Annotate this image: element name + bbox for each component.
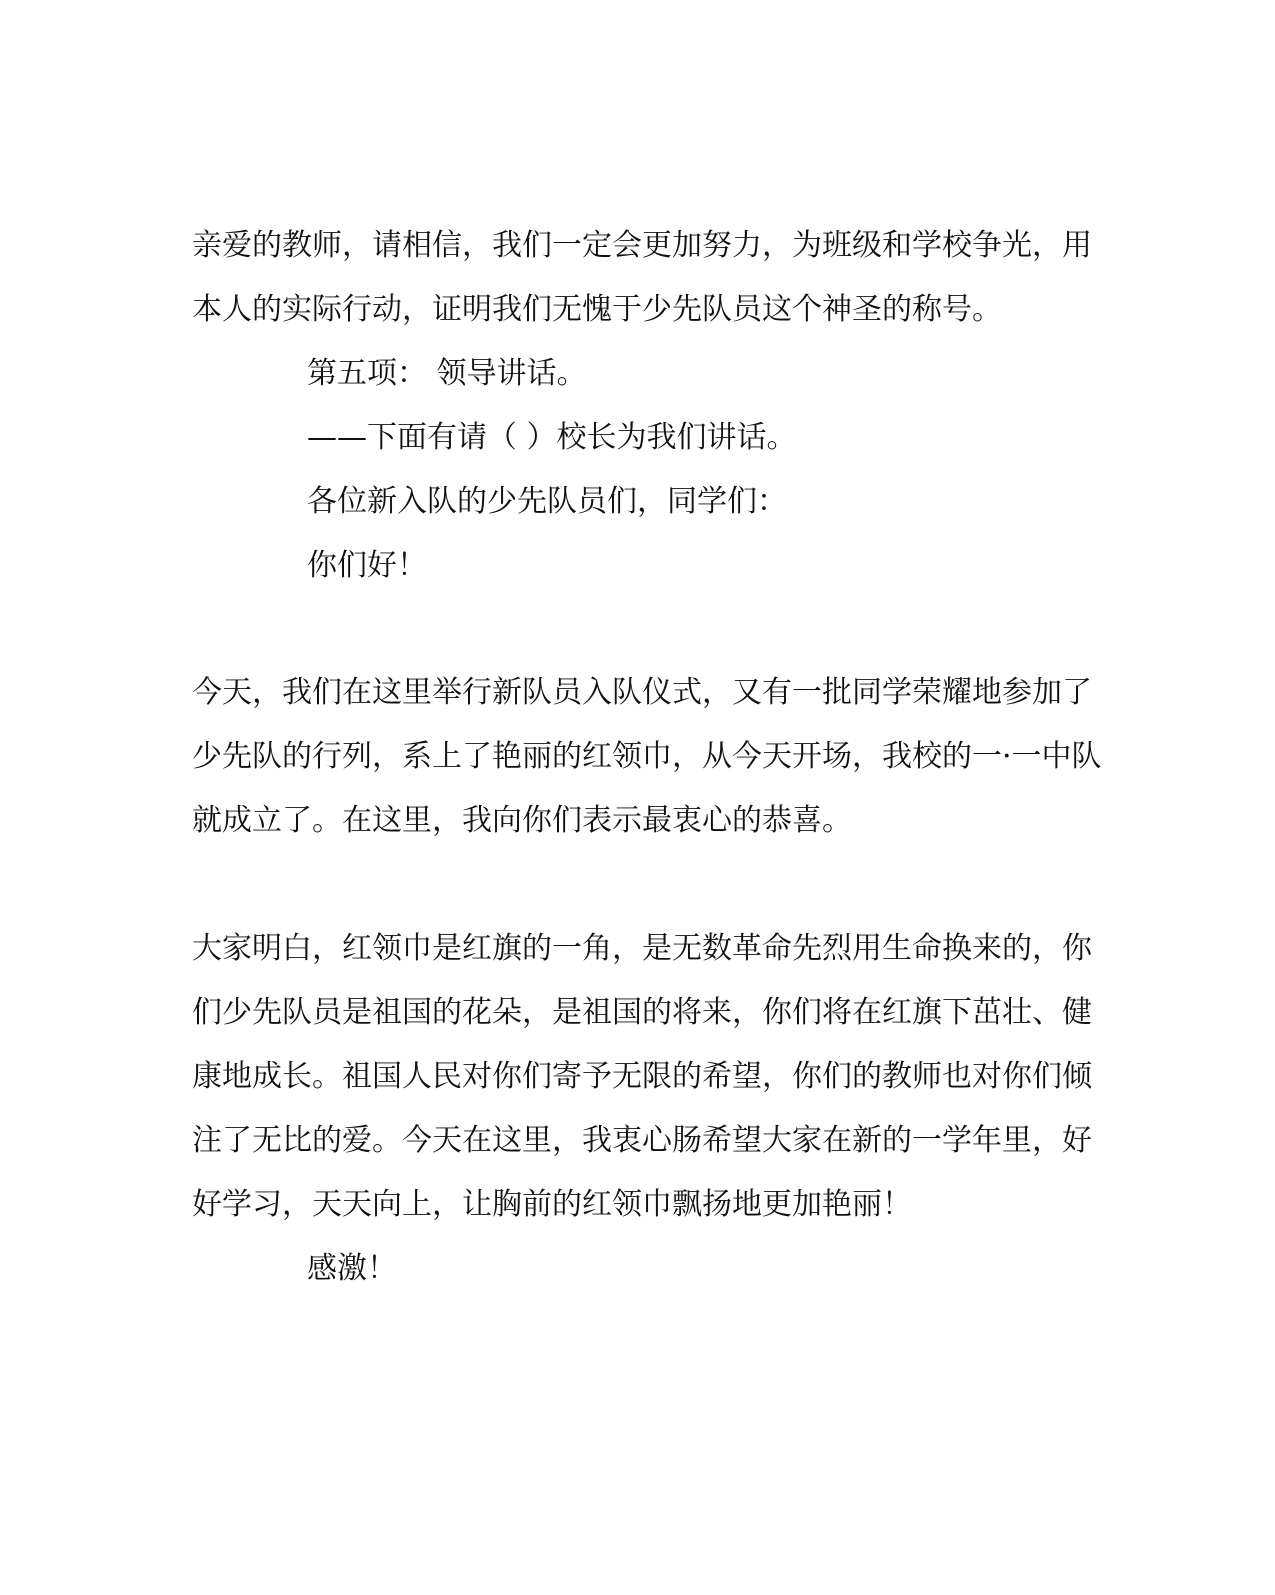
paragraph-1-line-2: 本人的实际行动，证明我们无愧于少先队员这个神圣的称号。 [192,292,1002,327]
paragraph-2-line-2: 少先队的行列，系上了艳丽的红领巾，从今天开场，我校的一·一中队 [192,739,1102,774]
paragraph-1-line-1: 亲爱的教师，请相信，我们一定会更加努力，为班级和学校争光，用 [192,228,1092,263]
closing-line: 感激！ [307,1251,397,1286]
salutation-line: 各位新入队的少先队员们，同学们： [307,484,787,519]
paragraph-3-line-3: 康地成长。祖国人民对你们寄予无限的希望，你们的教师也对你们倾 [192,1059,1092,1094]
paragraph-3-line-1: 大家明白，红领巾是红旗的一角，是无数革命先烈用生命换来的，你 [192,931,1092,966]
invite-line: ——下面有请（ ）校长为我们讲话。 [307,420,797,455]
paragraph-2-line-1: 今天，我们在这里举行新队员入队仪式，又有一批同学荣耀地参加了 [192,675,1092,710]
item-5-heading: 第五项： 领导讲话。 [307,356,587,391]
paragraph-3-line-5: 好学习，天天向上，让胸前的红领巾飘扬地更加艳丽！ [192,1187,912,1222]
greeting-line: 你们好！ [307,548,427,583]
paragraph-3-line-2: 们少先队员是祖国的花朵，是祖国的将来，你们将在红旗下茁壮、健 [192,995,1092,1030]
paragraph-2-line-3: 就成立了。在这里，我向你们表示最衷心的恭喜。 [192,803,852,838]
paragraph-3-line-4: 注了无比的爱。今天在这里，我衷心肠希望大家在新的一学年里，好 [192,1123,1092,1158]
